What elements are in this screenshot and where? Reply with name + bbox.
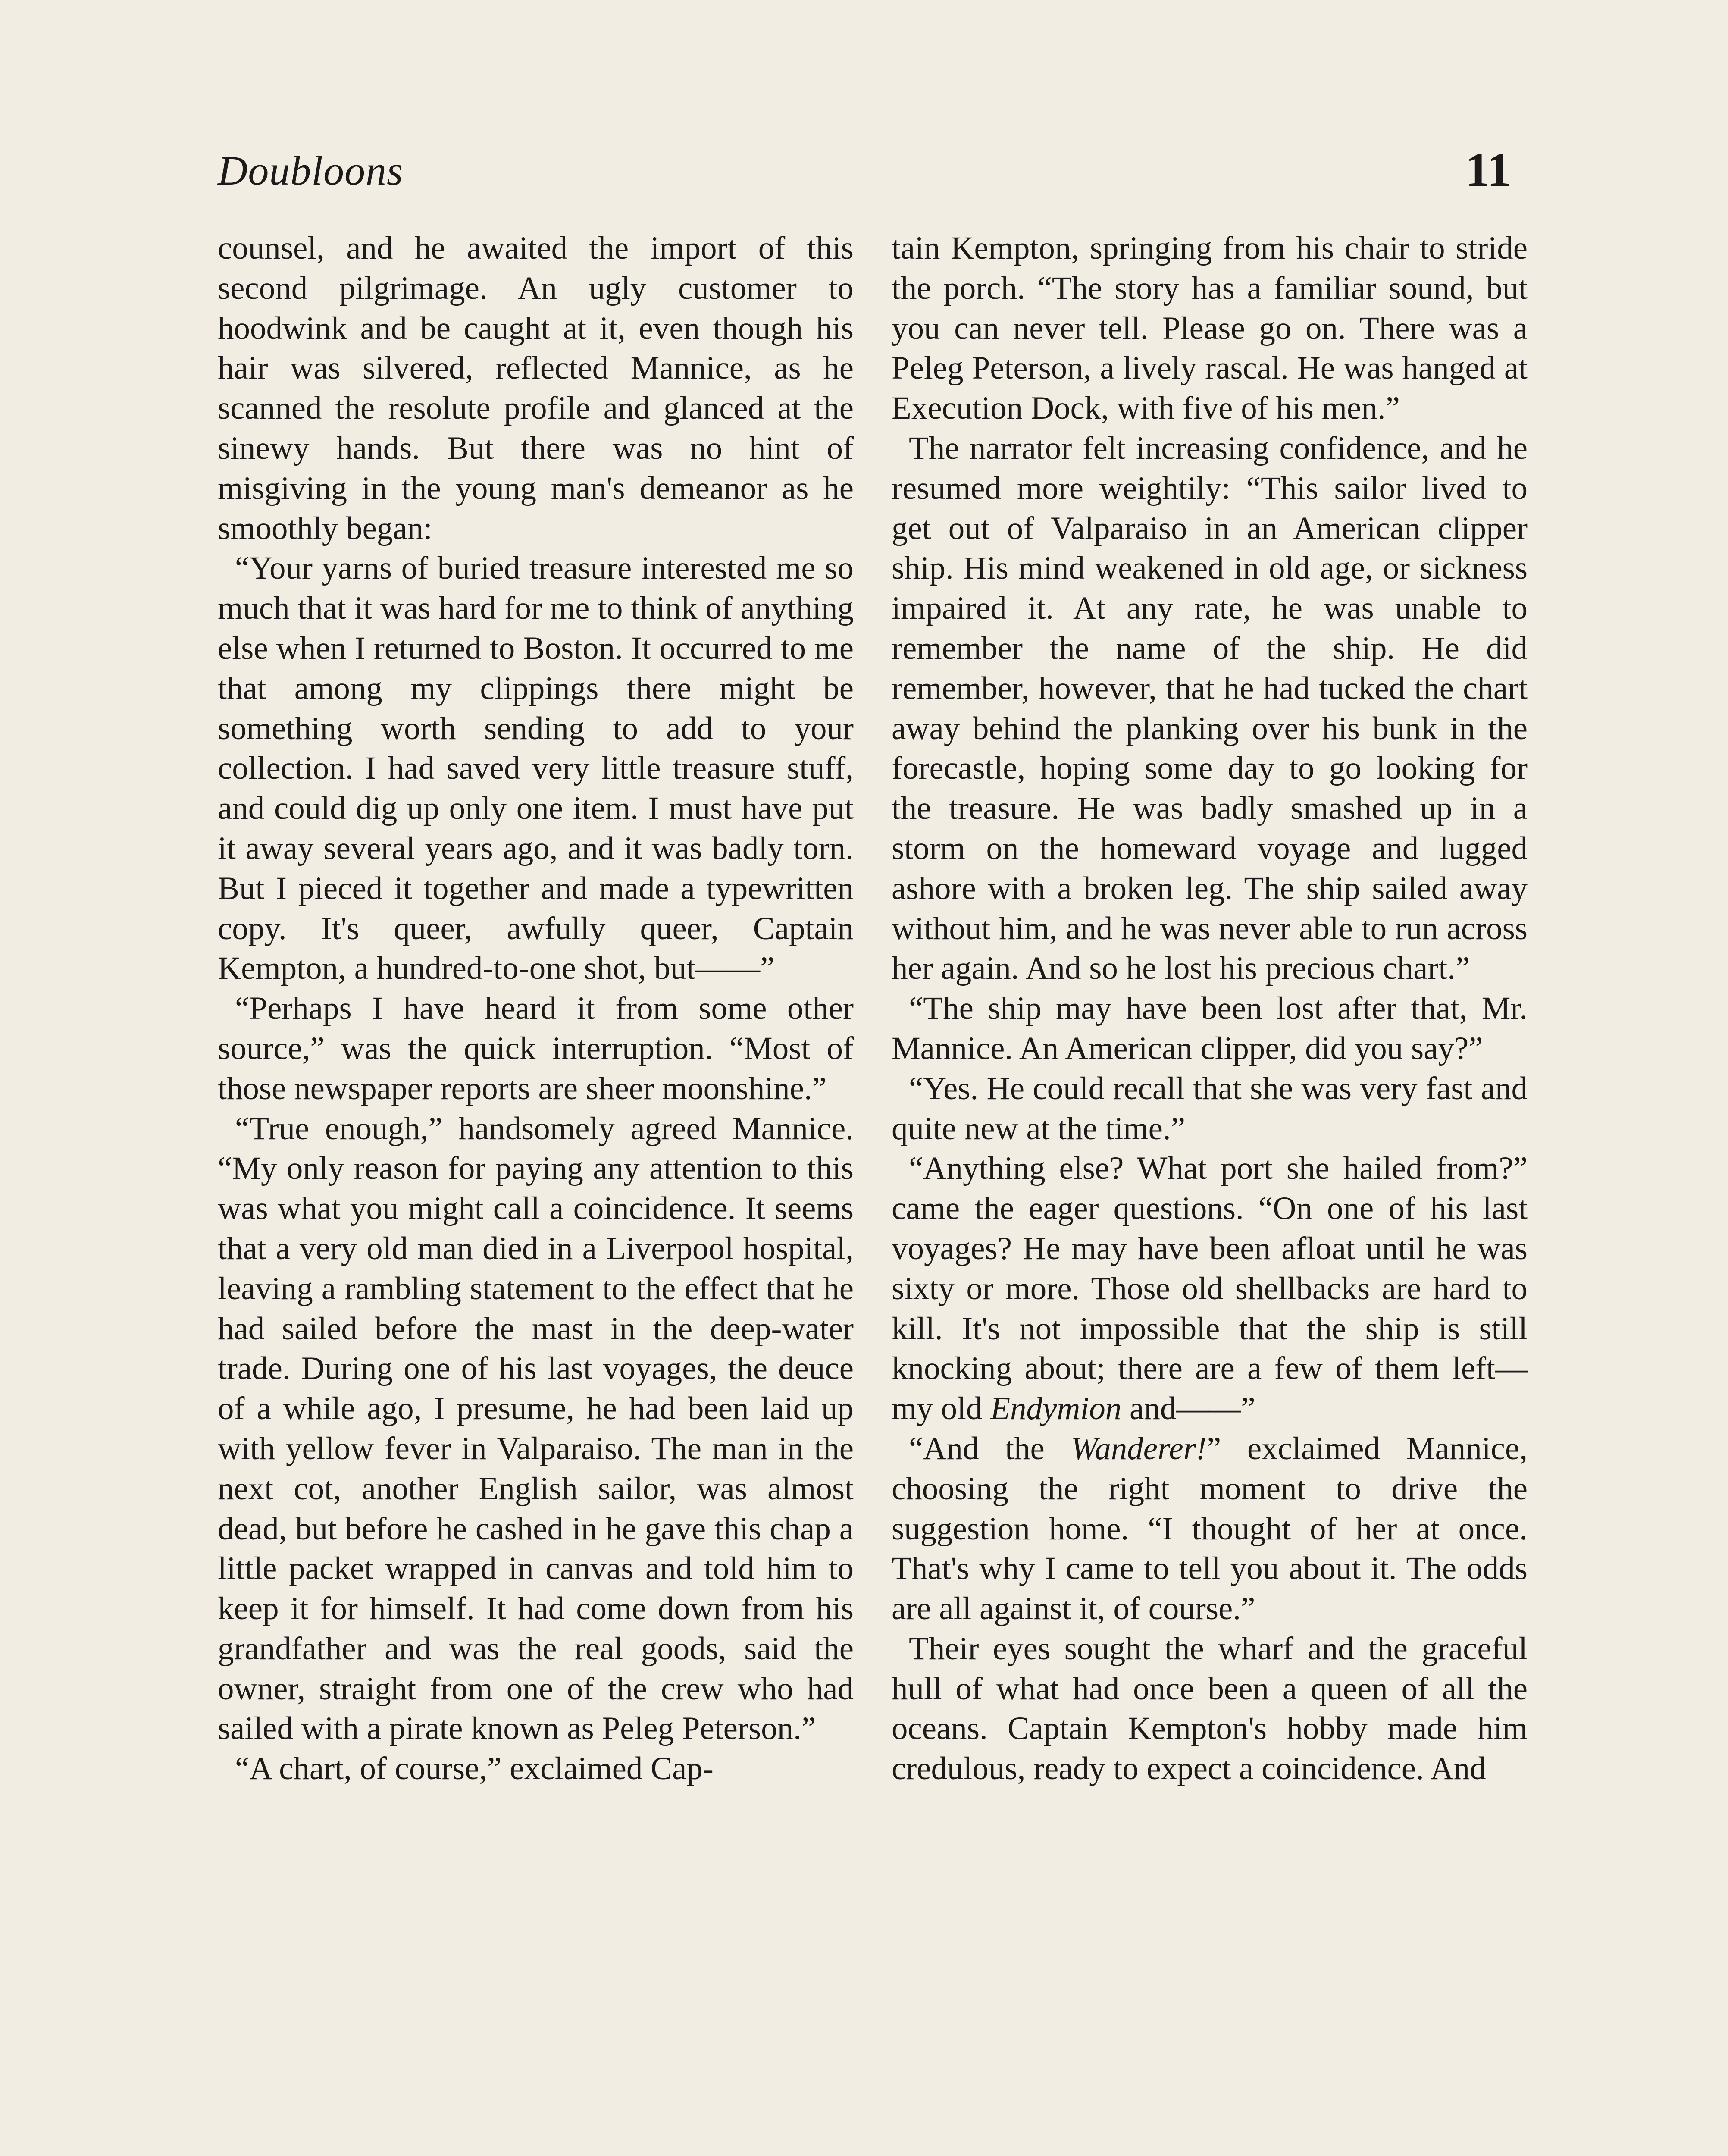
paragraph: counsel, and he awaited the import of this second pilgrimage. An ugly customer to hoodwink and be caught at it, even though his hair was silvered, reflected Mannice, as he scanned the resolute profile and glanced at the sinewy hands. But there was no hint of misgiving in the young man's demeanor as he smoothly began: bbox=[218, 230, 854, 546]
paragraph-text: “And the bbox=[909, 1430, 1045, 1467]
paragraph: Their eyes sought the wharf and the graceful hull of what had once been a queen of all the oceans. Captain Kempton's hobby made him credulous, ready to expect a coincidence. And bbox=[892, 1630, 1528, 1787]
paragraph: “Your yarns of buried treasure interested me so much that it was hard for me to think of anything else when I returned to Boston. It occurred to me that among my clippings there might be something worth sending to add to your collection. I had saved very little treasure stuff, and could dig up only one item. I must have put it away several years ago, and it was badly torn. But I pieced it together and made a typewritten copy. It's queer, awfully queer, Captain Kempton, a hundred-to-one shot, but——” bbox=[218, 550, 854, 987]
paragraph-text: and——” bbox=[1121, 1391, 1255, 1427]
left-column bbox=[218, 229, 854, 1789]
ship-name: Endymion bbox=[990, 1391, 1122, 1427]
paragraph: tain Kempton, springing from his chair to stride the porch. “The story has a familiar sound, but you can never tell. Please go on. There was a Peleg Peterson, a lively rascal. He was hanged at Execution Dock, with five of his men.” bbox=[892, 230, 1528, 426]
running-title: Doubloons bbox=[218, 147, 404, 194]
page-header bbox=[218, 142, 1511, 203]
ship-name: Wanderer! bbox=[1071, 1430, 1207, 1467]
paragraph bbox=[892, 1429, 1528, 1629]
paragraph: “A chart, of course,” exclaimed Cap- bbox=[235, 1751, 714, 1787]
paragraph-text: “Anything else? What port she hailed from?” came the eager questions. “On one of his last voyages? He may have been afloat until he was sixty or more. Those old shellbacks are hard to kill. It's not impossible that the ship is still knocking about; there are a few of them left—my old bbox=[892, 1150, 1528, 1427]
paragraph: “The ship may have been lost after that, Mr. Mannice. An American clipper, did you say?” bbox=[892, 990, 1528, 1066]
right-column bbox=[892, 229, 1528, 1789]
paragraph bbox=[892, 1149, 1528, 1429]
paragraph: “Yes. He could recall that she was very fast and quite new at the time.” bbox=[892, 1070, 1528, 1147]
paragraph: “True enough,” handsomely agreed Mannice. “My only reason for paying any attention to this was what you might call a coincidence. It seems that a very old man died in a Liverpool hospital, leaving a rambling statement to the effect that he had sailed before the mast in the deep-water trade. During one of his last voyages, the deuce of a while ago, I presume, he had been laid up with yellow fever in Valparaiso. The man in the next cot, another English sailor, was almost dead, but before he cashed in he gave this chap a little packet wrapped in canvas and told him to keep it for himself. It had come down from his grandfather and was the real goods, said the owner, straight from one of the crew who had sailed with a pirate known as Peleg Peterson.” bbox=[218, 1110, 854, 1747]
paragraph-text: ” exclaimed Mannice, choosing the right moment to drive the suggestion home. “I thought of her at once. That's why I came to tell you about it. The odds are all against it, of course.” bbox=[892, 1430, 1528, 1627]
paragraph: The narrator felt increasing confidence, and he resumed more weightily: “This sailor lived to get out of Valparaiso in an American clipper ship. His mind weakened in old age, or sickness impaired it. At any rate, he was unable to remember the name of the ship. He did remember, however, that he had tucked the chart away behind the planking over his bunk in the forecastle, hoping some day to go looking for the treasure. He was badly smashed up in a storm on the homeward voyage and lugged ashore with a broken leg. The ship sailed away without him, and he was never able to run across her again. And so he lost his precious chart.” bbox=[892, 430, 1528, 987]
page-number: 11 bbox=[1465, 143, 1511, 197]
paragraph: “Perhaps I have heard it from some other source,” was the quick interruption. “Most of those newspaper reports are sheer moonshine.” bbox=[218, 990, 854, 1106]
